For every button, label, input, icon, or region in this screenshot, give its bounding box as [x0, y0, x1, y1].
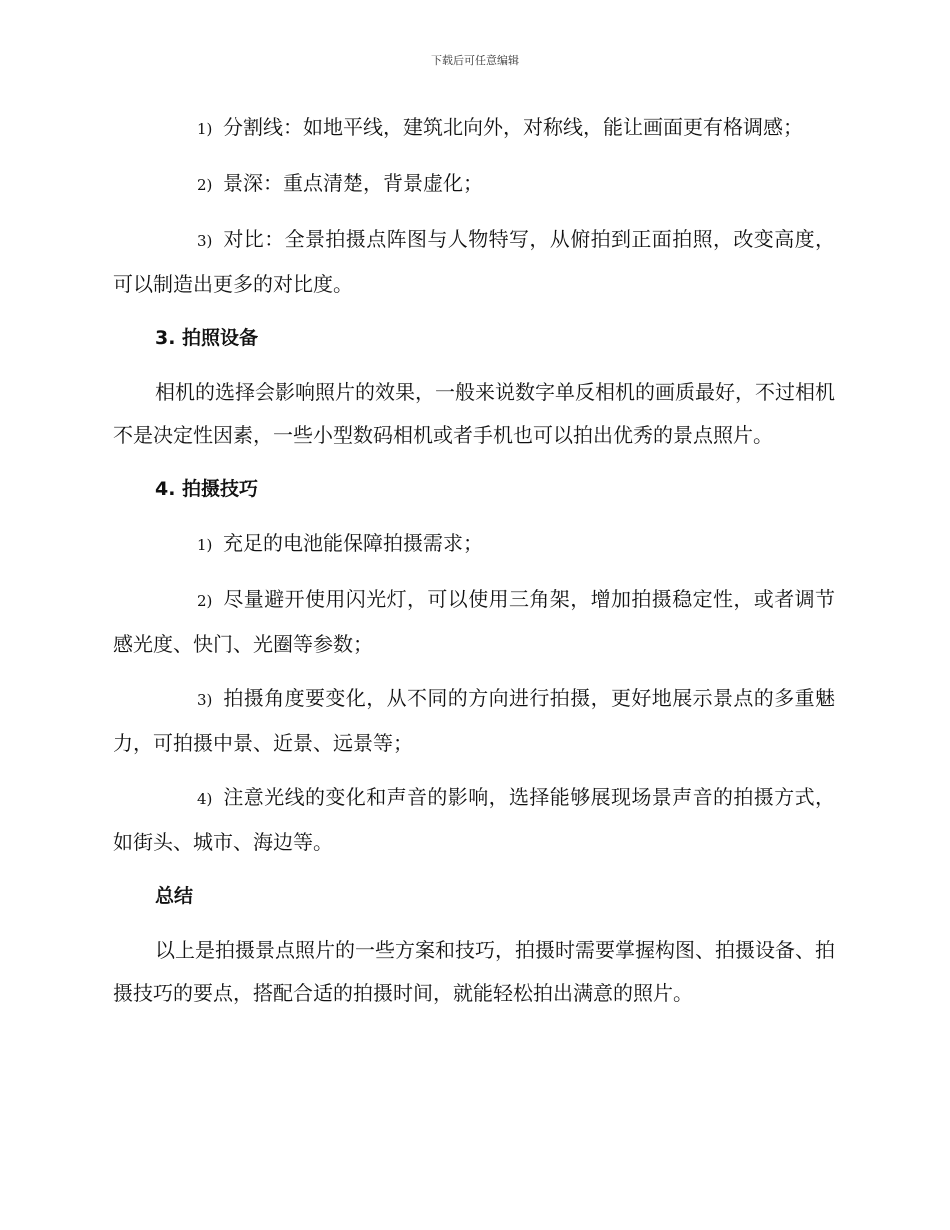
- section-heading-summary: 总结: [155, 885, 194, 907]
- list-item-number: 1): [197, 536, 213, 554]
- list-item-text: 尽量避开使用闪光灯，可以使用三角架，增加拍摄稳定性，或者调节感光度、快门、光圈等参数；: [113, 587, 835, 656]
- list-item-text: 对比：全景拍摄点阵图与人物特写，从俯拍到正面拍照，改变高度，可以制造出更多的对比度。: [113, 227, 835, 296]
- list-item-number: 2): [197, 592, 213, 610]
- page-header: 下载后可任意编辑: [431, 54, 519, 67]
- list-item: [113, 578, 835, 666]
- section-heading-techniques: 4. 拍摄技巧: [155, 478, 259, 500]
- list-item-text: 分割线：如地平线，建筑北向外，对称线，能让画面更有格调感；: [223, 115, 803, 139]
- list-item: [113, 776, 835, 864]
- list-item: [113, 162, 835, 207]
- list-item-text: 注意光线的变化和声音的影响，选择能够展现场景声音的拍摄方式，如街头、城市、海边等。: [113, 785, 835, 854]
- section-paragraph-summary: 以上是拍摄景点照片的一些方案和技巧，拍摄时需要掌握构图、拍摄设备、拍摄技巧的要点，搭配合适的拍摄时间，就能轻松拍出满意的照片。: [113, 938, 835, 1005]
- list-item-text: 拍摄角度要变化，从不同的方向进行拍摄，更好地展示景点的多重魅力，可拍摄中景、近景、远景等；: [113, 686, 835, 755]
- list-item-text: 景深：重点清楚，背景虚化；: [223, 171, 483, 195]
- list-item: [113, 218, 835, 306]
- list-item-text: 充足的电池能保障拍摄需求；: [223, 531, 483, 555]
- list-item-number: 1): [197, 120, 213, 138]
- list-item-number: 2): [197, 176, 213, 194]
- list-item: [113, 106, 835, 151]
- list-item: [113, 522, 835, 567]
- list-item-number: 3): [197, 232, 213, 250]
- section-heading-equipment: 3. 拍照设备: [155, 327, 259, 349]
- list-item-number: 3): [197, 691, 213, 709]
- list-item: [113, 677, 835, 765]
- section-paragraph-equipment: 相机的选择会影响照片的效果，一般来说数字单反相机的画质最好，不过相机不是决定性因素，一些小型数码相机或者手机也可以拍出优秀的景点照片。: [113, 380, 835, 447]
- list-item-number: 4): [197, 790, 213, 808]
- document-body: [113, 106, 835, 1026]
